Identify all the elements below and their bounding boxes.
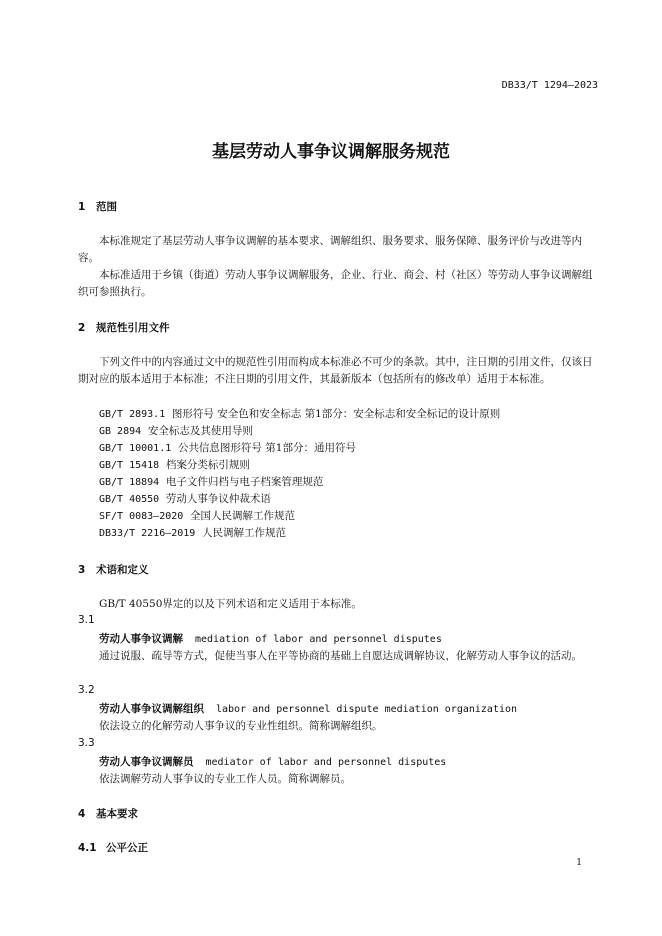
section-title: 规范性引用文件 [96,322,170,334]
section-number: 4 [78,808,86,820]
reference-code: GB/T 40550 [99,494,160,505]
reference-title: 人民调解工作规范 [202,527,287,539]
subsection-title: 公平公正 [106,842,148,854]
reference-title: 档案分类标引规则 [165,459,250,471]
term-heading [99,631,442,646]
reference-title: 全国人民调解工作规范 [189,510,295,522]
reference-title: 图形符号 安全色和安全标志 第1部分：安全标志和安全标记的设计原则 [171,408,501,420]
reference-item [99,457,250,472]
document-id: DB33/T 1294—2023 [501,80,598,91]
reference-title: 安全标志及其使用导则 [147,425,253,437]
term-chinese: 劳动人事争议调解员 [99,756,194,768]
term-definition: 依法设立的化解劳动人事争议的专业性组织。简称调解组织。 [99,720,383,732]
term-english: mediator of labor and personnel disputes [205,757,447,768]
reference-item [99,406,500,421]
page-title: 基层劳动人事争议调解服务规范 [212,142,450,162]
section-3-heading [78,562,149,577]
reference-title: 电子文件归档与电子档案管理规范 [165,476,324,488]
page-number: 1 [576,858,582,868]
term-chinese: 劳动人事争议调解 [99,633,183,645]
reference-item [99,508,295,523]
reference-title: 公共信息图形符号 第1部分：通用符号 [177,442,356,454]
term-definition: 通过说服、疏导等方式，促使当事人在平等协商的基础上自愿达成调解协议，化解劳动人事争议的活动。 [99,650,582,662]
term-number: 3.2 [78,684,95,696]
section-2-intro: 下列文件中的内容通过文中的规范性引用而构成本标准必不可少的条款。其中，注日期的引用文件，仅该日期对应的版本适用于本标准；不注日期的引用文件，其最新版本（包括所有的修改单）适用于本标准。 [78,356,593,385]
term-english: mediation of labor and personnel disputes [195,634,442,645]
section-number: 3 [78,564,86,576]
term-heading [99,754,446,769]
section-4-heading [78,806,138,821]
term-heading [99,701,517,716]
reference-item [99,474,323,489]
section-3-intro: GB/T 40550界定的以及下列术语和定义适用于本标准。 [99,598,362,610]
reference-code: SF/T 0083—2020 [99,511,184,522]
section-title: 术语和定义 [96,564,149,576]
reference-item [99,440,356,455]
term-english: labor and personnel dispute mediation organization [216,704,518,715]
reference-item [99,525,286,540]
section-title: 基本要求 [96,808,138,820]
reference-title: 劳动人事争议仲裁术语 [165,493,271,505]
reference-code: GB/T 18894 [99,477,160,488]
reference-item [99,491,271,506]
section-1-heading [78,199,117,214]
section-number: 2 [78,322,86,334]
section-title: 范围 [96,201,117,213]
section-1-paragraph-2: 本标准适用于乡镇（街道）劳动人事争议调解服务，企业、行业、商会、村（社区）等劳动人事争议调解组织可参照执行。 [78,269,593,298]
term-number: 3.3 [78,737,95,749]
reference-code: DB33/T 2216—2019 [99,528,196,539]
subsection-number: 4.1 [78,842,97,854]
reference-code: GB/T 10001.1 [99,443,172,454]
section-1-paragraph-1: 本标准规定了基层劳动人事争议调解的基本要求、调解组织、服务要求、服务保障、服务评价与改进等内容。 [78,235,582,264]
term-number: 3.1 [78,614,95,626]
term-chinese: 劳动人事争议调解组织 [99,703,204,715]
reference-code: GB/T 2893.1 [99,409,166,420]
section-2-heading [78,320,170,335]
reference-item [99,423,253,438]
term-definition: 依法调解劳动人事争议的专业工作人员。简称调解员。 [99,773,351,785]
reference-code: GB/T 15418 [99,460,160,471]
reference-code: GB 2894 [99,426,142,437]
section-number: 1 [78,201,86,213]
subsection-4-1-heading [78,840,148,855]
